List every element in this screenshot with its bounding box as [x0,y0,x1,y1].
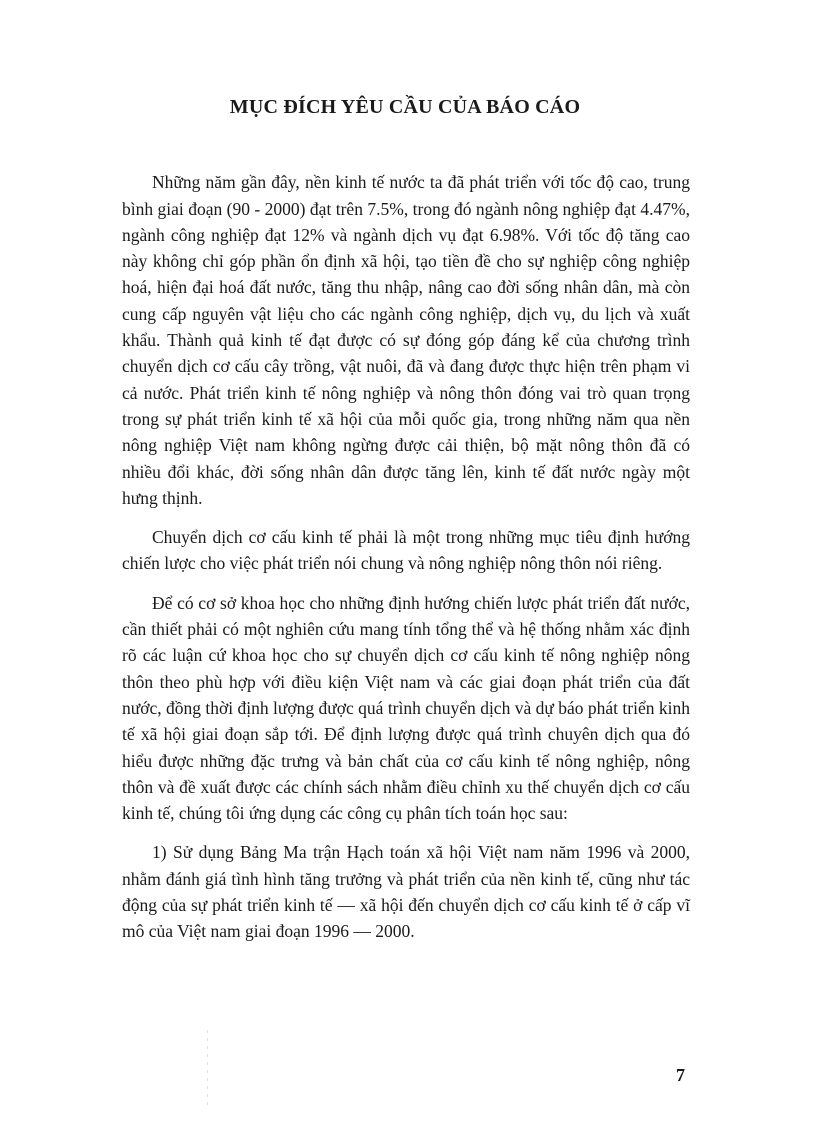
paragraph-1-text: Những năm gần đây, nền kinh tế nước ta đã phát triển với tốc độ cao, trung bình giai đoạn (90 - 2000) đạt trên 7.5%, trong đó ngành nông nghiệp đạt 4.47%, ngành công nghiệp đạt 12% và ngành dịch vụ đạt 6.98%. Với tốc độ tăng cao này không chỉ góp phần ổn định xã hội, tạo tiền đề cho sự nghiệp công nghiệp hoá, hiện đại hoá đất nước, tăng thu nhập, nâng cao đời sống nhân dân, mà còn cung cấp nguyên vật liệu cho các ngành công nghiệp, dịch vụ, du lịch và xuất khẩu. Thành quả kinh tế đạt được có sự đóng góp đáng kể của chương trình chuyển dịch cơ cấu cây trồng, vật nuôi, đã và đang được thực hiện trên phạm vi cả nước. Phát triển kinh tế nông nghiệp và nông thôn đóng vai trò quan trọng trong sự phát triển kinh tế xã hội của mỗi quốc gia, trong những năm qua nền nông nghiệp Việt nam không ngừng được cải thiện, bộ mặt nông thôn đã có nhiều đổi khác, đời sống nhân dân được tăng lên, kinh tế đất nước ngày một hưng thịnh. [122,172,690,508]
paragraph-2 [122,524,690,577]
paragraph-4 [122,839,690,944]
body-text [122,143,690,958]
page-number: 7 [676,1065,685,1085]
paragraph-1 [122,143,690,511]
paragraph-2-text: Chuyển dịch cơ cấu kinh tế phải là một trong những mục tiêu định hướng chiến lược cho việc phát triển nói chung và nông nghiệp nông thôn nói riêng. [122,527,690,574]
paragraph-4-text: 1) Sử dụng Bảng Ma trận Hạch toán xã hội Việt nam năm 1996 và 2000, nhằm đánh giá tình hình tăng trưởng và phát triển của nền kinh tế, cũng như tác động của sự phát triển kinh tế — xã hội đến chuyển dịch cơ cấu kinh tế ở cấp vĩ mô của Việt nam giai đoạn 1996 — 2000. [122,842,690,942]
page-title: MỤC ĐÍCH YÊU CẦU CỦA BÁO CÁO [229,96,581,118]
paragraph-3 [122,590,690,827]
paragraph-3-text: Để có cơ sở khoa học cho những định hướng chiến lược phát triển đất nước, cần thiết phải có một nghiên cứu mang tính tổng thể và hệ thống nhằm xác định rõ các luận cứ khoa học cho sự chuyển dịch cơ cấu kinh tế nông nghiệp nông thôn theo phù hợp với điều kiện Việt nam và các giai đoạn phát triển của đất nước, đồng thời định lượng được quá trình chuyển dịch và dự báo phát triển kinh tế xã hội giai đoạn sắp tới. Để định lượng được quá trình chuyên dịch qua đó hiểu được những đặc trưng và bản chất của cơ cấu kinh tế nông nghiệp, nông thôn và đề xuất được các chính sách nhằm điều chỉnh xu thế chuyển dịch cơ cấu kinh tế, chúng tôi ứng dụng các công cụ phân tích toán học sau: [122,592,690,824]
scan-artifact-line [207,1030,208,1110]
